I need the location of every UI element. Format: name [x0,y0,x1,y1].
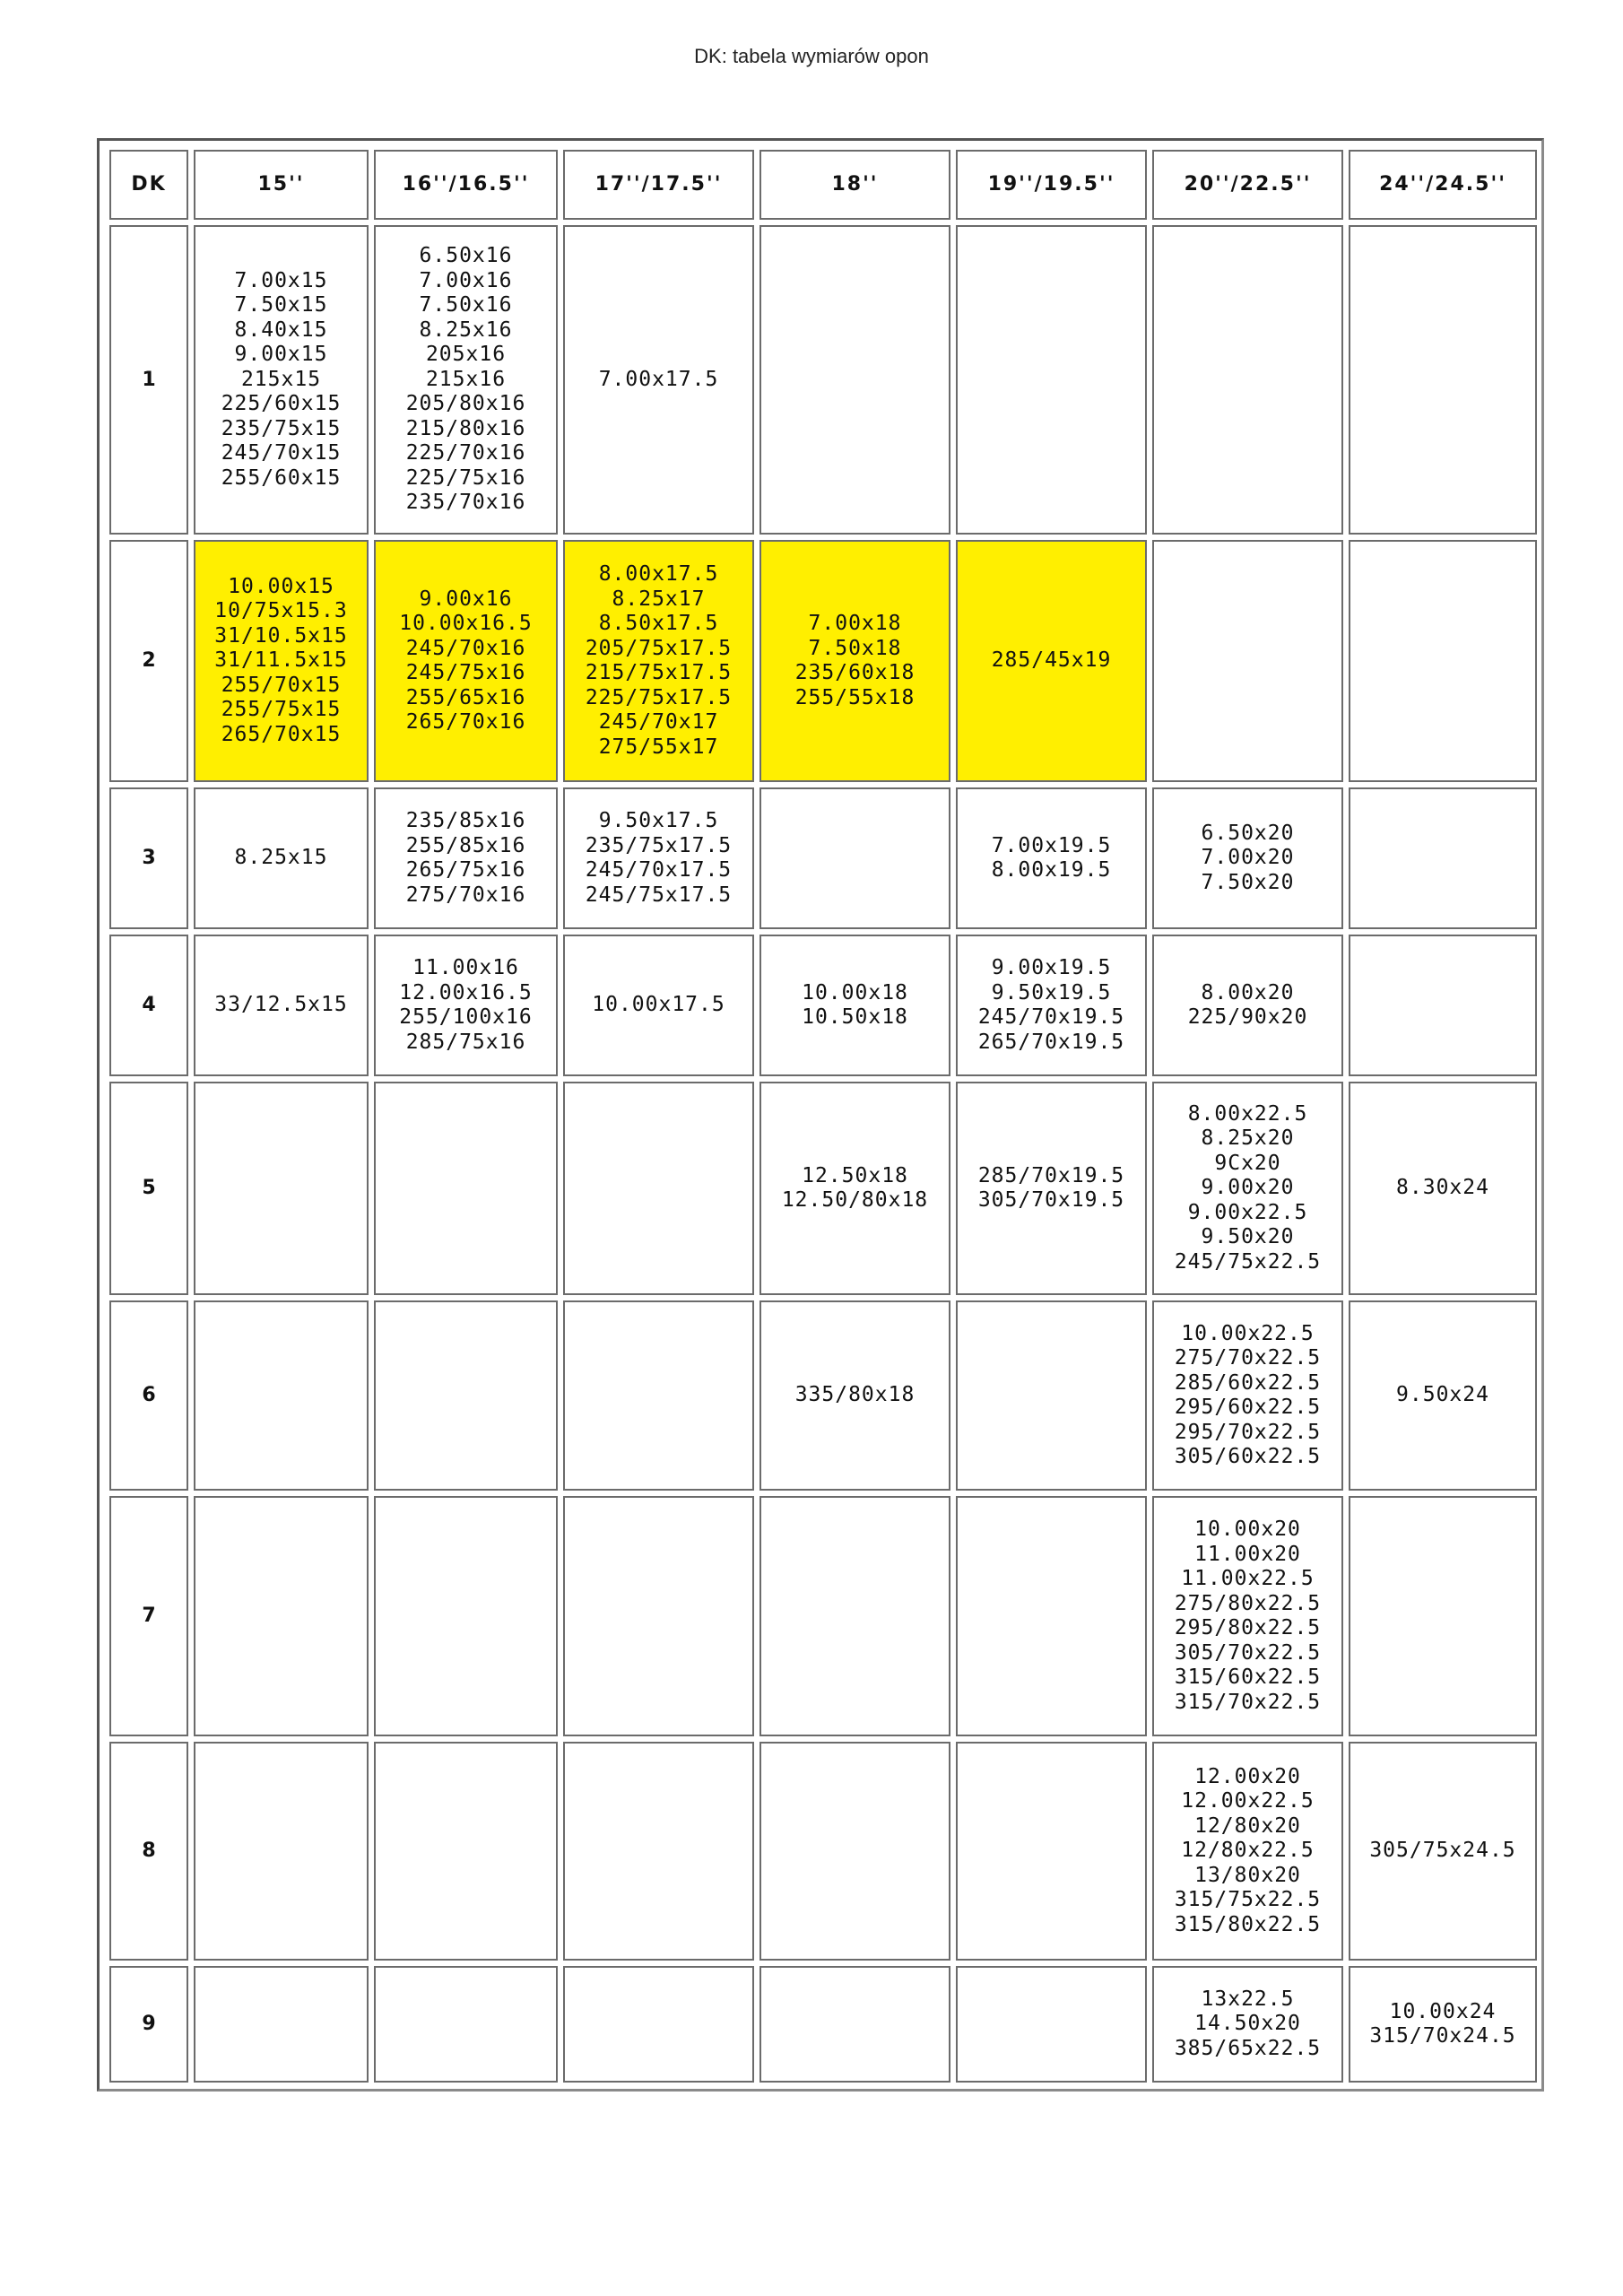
tire-size: 9.50x17.5 [598,809,719,832]
tire-size: 9.00x22.5 [1187,1200,1308,1224]
tire-size: 8.40x15 [234,317,328,342]
tire-size: 305/70x19.5 [977,1188,1125,1212]
size-cell [759,1082,950,1295]
size-cell [563,1300,754,1491]
tire-size: 31/10.5x15 [214,623,348,648]
tire-size: 205x16 [425,343,507,367]
size-cell [1349,935,1537,1076]
column-header: 24''/24.5'' [1349,150,1537,220]
size-cell [956,1496,1147,1736]
tire-size: 9.00x16 [419,587,513,611]
tire-size: 10.00x22.5 [1181,1321,1315,1345]
table-row [109,1082,1537,1295]
tire-size: 315/70x22.5 [1174,1690,1322,1714]
tire-size: 215x16 [425,367,507,391]
tire-size: 7.00x20 [1201,846,1295,870]
tire-size: 14.50x20 [1194,2012,1301,2036]
dk-label: 2 [109,540,188,782]
tire-size: 245/70x17.5 [585,858,733,882]
tire-size: 225/60x15 [221,392,342,416]
tire-size: 255/65x16 [405,685,526,709]
tire-size: 10/75x15.3 [214,599,348,623]
tire-size: 245/75x17.5 [585,883,733,907]
size-cell [374,1082,558,1295]
tire-size: 12.00x22.5 [1181,1789,1315,1813]
size-cell [563,540,754,782]
tire-size: 7.50x20 [1201,870,1295,894]
header-row [109,150,1537,220]
size-cell [563,225,754,535]
size-cell [759,225,950,535]
size-cell [1349,1082,1537,1295]
column-header: DK [109,150,188,220]
tire-size: 12/80x20 [1194,1813,1301,1838]
size-cell [1152,1082,1343,1295]
size-cell [1349,1742,1537,1961]
tire-size: 225/75x16 [405,465,526,490]
tire-size: 315/70x24.5 [1369,2024,1516,2048]
tire-size: 245/70x15 [221,441,342,465]
tire-size: 235/75x17.5 [585,833,733,857]
tire-size: 8.00x17.5 [598,562,719,586]
size-cell [759,1496,950,1736]
tire-size: 10.00x17.5 [592,993,725,1017]
table-row [109,1742,1537,1961]
tire-size: 7.00x16 [419,268,513,292]
size-cell [563,1082,754,1295]
size-cell [374,1300,558,1491]
tire-size: 305/75x24.5 [1369,1839,1516,1863]
tire-size: 235/75x15 [221,416,342,440]
tire-size-table [104,144,1542,2088]
tire-size: 245/75x16 [405,661,526,684]
size-cell [374,787,558,929]
dk-label: 8 [109,1742,188,1961]
tire-size: 285/75x16 [405,1030,526,1054]
dk-label: 5 [109,1082,188,1295]
tire-size: 9.50x24 [1396,1383,1489,1407]
tire-size: 275/55x17 [598,735,719,759]
tire-size: 235/70x16 [405,491,526,515]
column-header: 17''/17.5'' [563,150,754,220]
size-cell [194,540,369,782]
column-header: 20''/22.5'' [1152,150,1343,220]
size-cell [374,540,558,782]
tire-size: 205/80x16 [405,392,526,416]
size-cell [1152,1496,1343,1736]
tire-size: 205/75x17.5 [585,636,733,660]
tire-size: 8.30x24 [1396,1176,1489,1200]
tire-size: 9Cx20 [1214,1151,1281,1175]
tire-size: 12/80x22.5 [1181,1839,1315,1863]
tire-size: 215/75x17.5 [585,661,733,684]
size-cell [194,1082,369,1295]
column-header: 15'' [194,150,369,220]
dk-label: 3 [109,787,188,929]
tire-size: 315/60x22.5 [1174,1665,1322,1689]
size-cell [1349,1966,1537,2083]
size-cell [1349,540,1537,782]
tire-size: 7.50x15 [234,293,328,317]
size-cell [1152,1966,1343,2083]
size-cell [1349,1496,1537,1736]
size-cell [759,935,950,1076]
dk-label: 9 [109,1966,188,2083]
tire-size: 315/75x22.5 [1174,1888,1322,1912]
column-header: 16''/16.5'' [374,150,558,220]
tire-size: 265/75x16 [405,858,526,882]
tire-size: 7.50x16 [419,293,513,317]
tire-size: 295/80x22.5 [1174,1616,1322,1639]
dk-label: 6 [109,1300,188,1491]
tire-size: 8.25x20 [1201,1126,1295,1151]
tire-size: 245/70x17 [598,710,719,734]
size-cell [374,935,558,1076]
tire-size: 235/85x16 [405,809,526,832]
tire-size: 31/11.5x15 [214,648,348,673]
size-cell [759,1742,950,1961]
table-row [109,540,1537,782]
size-cell [759,787,950,929]
column-header: 18'' [759,150,950,220]
tire-size: 8.00x19.5 [991,858,1112,882]
tire-size: 275/70x16 [405,883,526,907]
size-cell [194,1966,369,2083]
tire-size: 12.00x20 [1194,1764,1301,1788]
tire-size: 285/45x19 [991,648,1112,673]
tire-size: 245/70x19.5 [977,1005,1125,1029]
column-header: 19''/19.5'' [956,150,1147,220]
size-cell [956,1742,1147,1961]
tire-size: 255/85x16 [405,833,526,857]
tire-size: 7.50x18 [808,636,902,660]
size-cell [194,225,369,535]
size-cell [1152,935,1343,1076]
size-cell [563,787,754,929]
size-cell [563,1496,754,1736]
table-row [109,225,1537,535]
tire-size: 255/55x18 [794,685,916,709]
tire-size: 285/70x19.5 [977,1163,1125,1187]
tire-size: 7.00x19.5 [991,833,1112,857]
tire-size: 305/60x22.5 [1174,1445,1322,1468]
size-cell [956,225,1147,535]
tire-size: 255/100x16 [399,1005,533,1029]
tire-size: 13/80x20 [1194,1863,1301,1887]
size-cell [563,935,754,1076]
size-cell [563,1966,754,2083]
size-cell [1349,1300,1537,1491]
tire-size: 13x22.5 [1201,1987,1295,2011]
size-cell [563,1742,754,1961]
size-cell [759,1300,950,1491]
tire-size: 7.00x17.5 [598,367,719,391]
tire-size: 10.00x24 [1389,1999,1497,2023]
tire-size: 315/80x22.5 [1174,1912,1322,1936]
tire-size: 8.50x17.5 [598,612,719,635]
tire-size: 10.00x15 [228,574,334,598]
tire-size: 225/90x20 [1187,1005,1308,1029]
tire-size: 255/60x15 [221,465,342,490]
table-row [109,1300,1537,1491]
tire-size: 235/60x18 [794,661,916,684]
tire-size: 9.50x19.5 [991,980,1112,1004]
size-cell [759,1966,950,2083]
tire-size: 12.50x18 [802,1163,908,1187]
tire-size: 11.00x22.5 [1181,1567,1315,1590]
tire-size: 225/75x17.5 [585,685,733,709]
tire-size: 225/70x16 [405,441,526,465]
size-cell [956,1082,1147,1295]
size-cell [956,1966,1147,2083]
tire-size: 6.50x20 [1201,821,1295,845]
size-cell [1152,540,1343,782]
tire-size: 385/65x22.5 [1174,2036,1322,2060]
tire-size: 11.00x16 [412,956,519,979]
tire-size: 6.50x16 [419,244,513,268]
size-cell [1152,1300,1343,1491]
tire-size: 10.00x20 [1194,1518,1301,1541]
tire-size: 11.00x20 [1194,1542,1301,1566]
table-row [109,1966,1537,2083]
dk-label: 4 [109,935,188,1076]
tire-size: 33/12.5x15 [214,993,348,1017]
size-cell [956,787,1147,929]
tire-size: 7.00x18 [808,612,902,635]
size-cell [956,1300,1147,1491]
tire-size: 275/80x22.5 [1174,1591,1322,1615]
tire-size: 295/70x22.5 [1174,1420,1322,1444]
tire-size: 215x15 [240,367,322,391]
tire-size: 275/70x22.5 [1174,1346,1322,1370]
table-row [109,935,1537,1076]
tire-size: 265/70x15 [221,722,342,746]
tire-size: 9.00x15 [234,343,328,367]
table-row [109,787,1537,929]
size-cell [374,1496,558,1736]
tire-size: 10.00x16.5 [399,612,533,635]
tire-size: 245/70x16 [405,636,526,660]
tire-size: 12.50/80x18 [781,1188,929,1212]
tire-size: 7.00x15 [234,268,328,292]
dk-label: 1 [109,225,188,535]
size-cell [1349,225,1537,535]
tire-size: 215/80x16 [405,416,526,440]
table-body [109,225,1537,2083]
size-cell [1152,1742,1343,1961]
size-cell [374,225,558,535]
tire-size: 255/75x15 [221,698,342,722]
size-cell [759,540,950,782]
tire-size: 265/70x19.5 [977,1030,1125,1054]
tire-size: 335/80x18 [794,1383,916,1407]
dk-label: 7 [109,1496,188,1736]
tire-size: 8.25x15 [234,846,328,870]
tire-size: 9.00x19.5 [991,956,1112,979]
tire-size: 8.25x16 [419,317,513,342]
tire-size: 285/60x22.5 [1174,1370,1322,1395]
size-cell [194,1496,369,1736]
table-row [109,1496,1537,1736]
size-cell [374,1742,558,1961]
tire-size: 295/60x22.5 [1174,1396,1322,1419]
tire-size: 12.00x16.5 [399,980,533,1004]
tire-size: 255/70x15 [221,673,342,697]
size-cell [374,1966,558,2083]
tire-size: 9.50x20 [1201,1225,1295,1249]
tire-size: 265/70x16 [405,710,526,734]
tire-size: 245/75x22.5 [1174,1249,1322,1274]
tire-size: 9.00x20 [1201,1176,1295,1200]
tire-size-table-frame [97,138,1544,2092]
tire-size: 8.00x22.5 [1187,1101,1308,1126]
document-title: DK: tabela wymiarów opon [694,45,929,67]
size-cell [956,935,1147,1076]
size-cell [1152,787,1343,929]
size-cell [194,1742,369,1961]
size-cell [1152,225,1343,535]
size-cell [194,787,369,929]
size-cell [194,935,369,1076]
tire-size: 305/70x22.5 [1174,1640,1322,1665]
tire-size: 10.50x18 [802,1005,908,1029]
tire-size: 8.25x17 [612,587,706,611]
tire-size: 8.00x20 [1201,980,1295,1004]
size-cell [1349,787,1537,929]
size-cell [956,540,1147,782]
size-cell [194,1300,369,1491]
tire-size: 10.00x18 [802,980,908,1004]
